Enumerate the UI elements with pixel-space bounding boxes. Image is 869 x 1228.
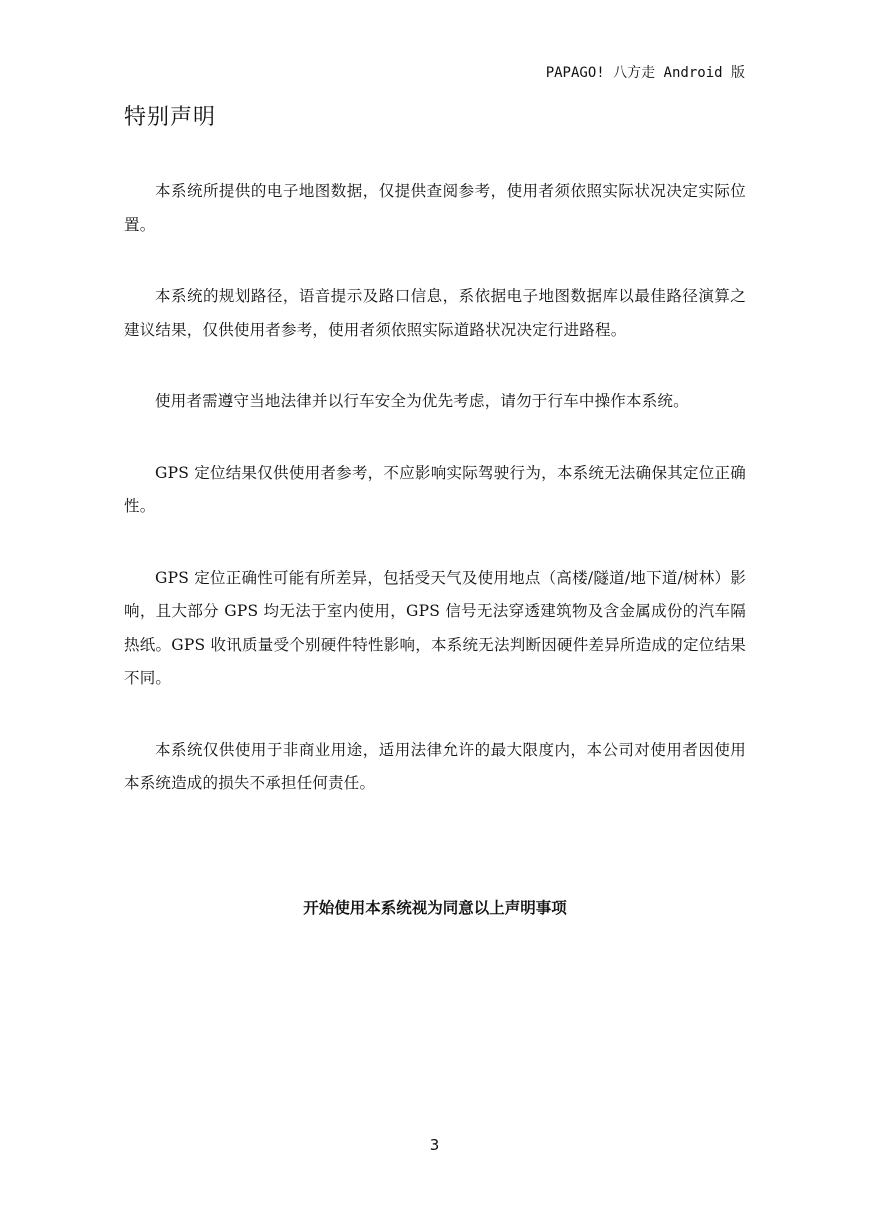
disclaimer-paragraph: GPS 定位结果仅供使用者参考，不应影响实际驾驶行为，本系统无法确保其定位正确性。 xyxy=(124,463,746,515)
disclaimer-paragraph: 使用者需遵守当地法律并以行车安全为优先考虑，请勿于行车中操作本系统。 xyxy=(155,392,689,410)
disclaimer-body xyxy=(124,175,746,839)
disclaimer-paragraph: 本系统的规划路径，语音提示及路口信息，系依据电子地图数据库以最佳路径演算之建议结果，仅供使用者参考，使用者须依照实际道路状况决定行进路程。 xyxy=(124,287,746,339)
disclaimer-paragraph: GPS 定位正确性可能有所差异，包括受天气及使用地点（高楼/隧道/地下道/树林）影响，且大部分 GPS 均无法于室内使用，GPS 信号无法穿透建筑物及含金属成份的汽车隔热纸。GPS 收讯质量受个别硬件特性影响，本系统无法判断因硬件差异所造成的定位结果不同。 xyxy=(124,568,746,687)
page-number: 3 xyxy=(429,1136,440,1154)
disclaimer-paragraph: 本系统所提供的电子地图数据，仅提供查阅参考，使用者须依照实际状况决定实际位置。 xyxy=(124,182,746,234)
section-title: 特别声明 xyxy=(124,105,217,130)
running-header: PAPAGO! 八方走 Android 版 xyxy=(545,65,745,81)
disclaimer-paragraph: 本系统仅供使用于非商业用途，适用法律允许的最大限度内，本公司对使用者因使用本系统造成的损失不承担任何责任。 xyxy=(124,740,746,792)
agreement-statement: 开始使用本系统视为同意以上声明事项 xyxy=(303,899,567,917)
